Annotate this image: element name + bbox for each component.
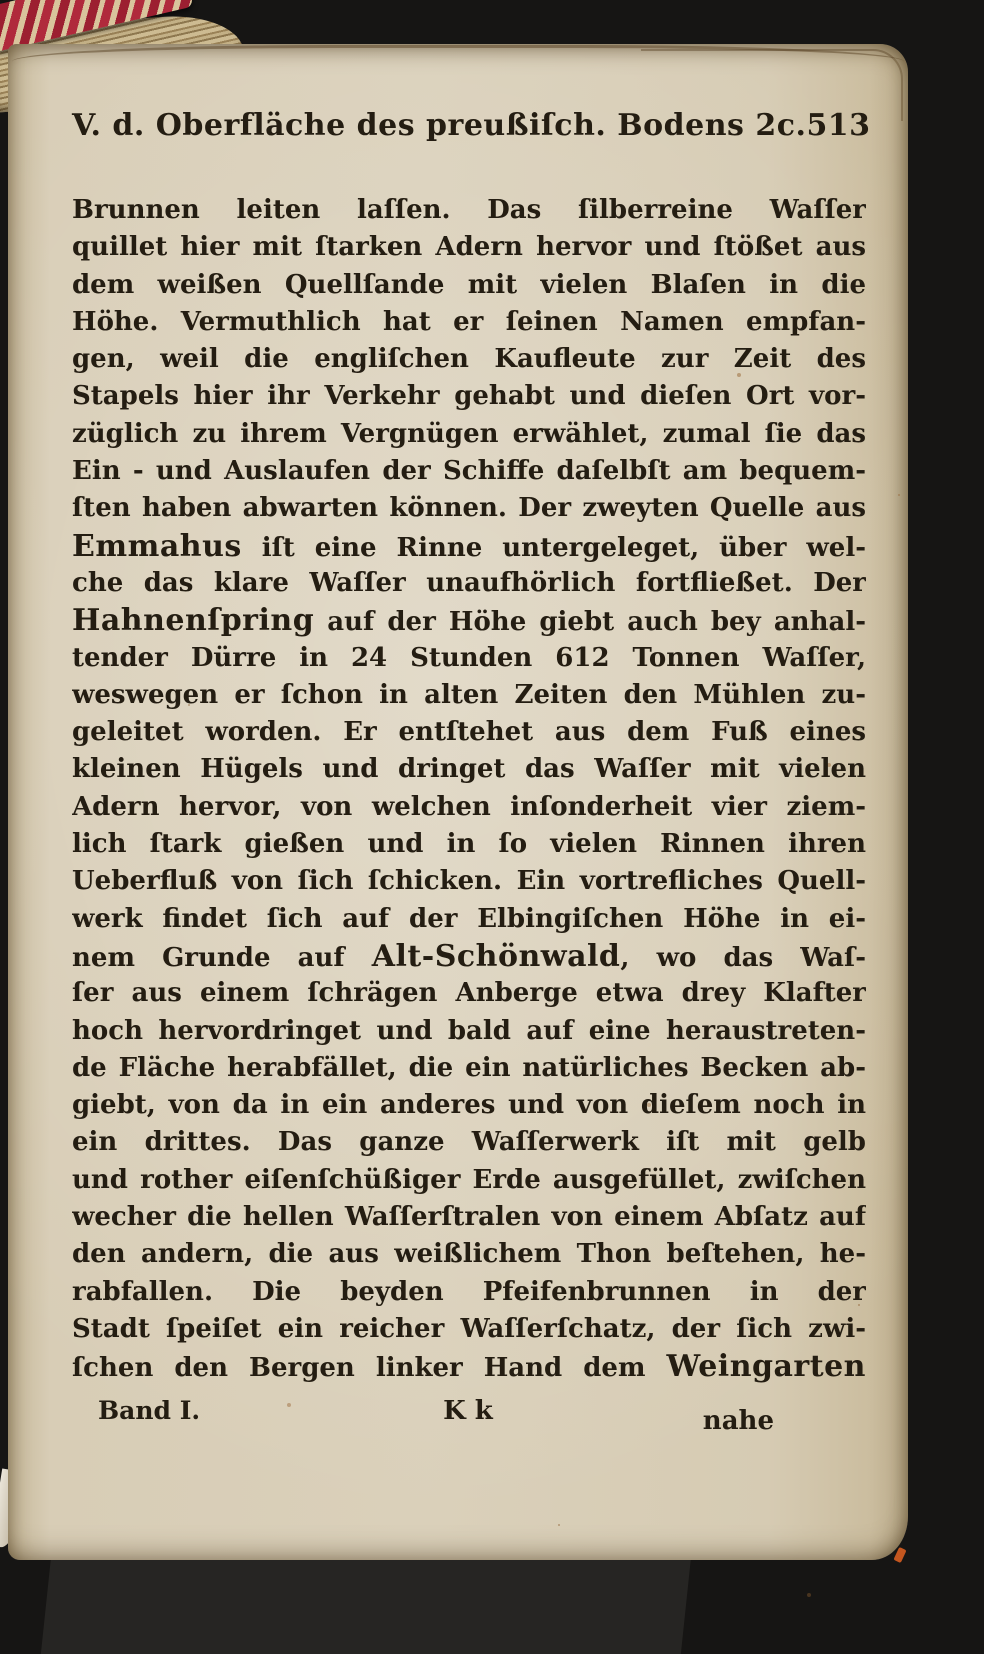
text-line: ein drittes. Das ganze Waſſerwerk iſt mit gelb: [72, 1127, 866, 1158]
text-line: nem Grunde auf Alt-Schönwald, wo das Waſ-: [72, 938, 866, 974]
page-number: 513: [806, 108, 871, 143]
text-line: gen, weil die engliſchen Kaufleute zur Zeit des: [72, 344, 866, 375]
text-line: ſten haben abwarten können. Der zweyten Quelle aus: [72, 493, 866, 524]
volume-label: Band I.: [98, 1396, 201, 1425]
signature-mark: K k: [443, 1396, 493, 1426]
text-line: und rother eiſenſchüßiger Erde ausgefüllet, zwiſchen: [72, 1164, 866, 1195]
emphasized-word: Hahnenſpring: [72, 603, 315, 639]
text-line: giebt, von da in ein anderes und von dieſem noch in: [72, 1090, 866, 1121]
text-line: ſer aus einem ſchrägen Anberge etwa drey Klafter: [72, 978, 866, 1009]
book-page: [8, 44, 908, 1560]
text-line: Stadt ſpeiſet ein reicher Waſſerſchatz, der ſich zwi-: [72, 1313, 866, 1344]
text-line: weswegen er ſchon in alten Zeiten den Mühlen zu-: [72, 679, 866, 710]
text-line: geleitet worden. Er entſtehet aus dem Fuß eines: [72, 717, 866, 748]
text-line: wecher die hellen Waſſerſtralen von einem Abſatz auf: [72, 1202, 866, 1233]
emphasized-word: Weingarten: [666, 1349, 866, 1385]
text-line: Stapels hier ihr Verkehr gehabt und dieſen Ort vor-: [72, 381, 866, 412]
text-line: züglich zu ihrem Vergnügen erwählet, zumal ſie das: [72, 418, 866, 449]
text-line: Adern hervor, von welchen inſonderheit vier ziem-: [72, 791, 866, 822]
text-line: Höhe. Vermuthlich hat er ſeinen Namen empfan-: [72, 306, 866, 337]
text-line: Hahnenſpring auf der Höhe giebt auch bey anhal-: [72, 603, 866, 639]
text-line: che das klare Waſſer unaufhörlich fortfließet. Der: [72, 567, 866, 598]
text-line: quillet hier mit ſtarken Adern hervor und ſtößet aus: [72, 232, 866, 263]
text-line: hoch hervordringet und bald auf eine heraustreten-: [72, 1015, 866, 1046]
text-line: kleinen Hügels und dringet das Waſſer mit vielen: [72, 754, 866, 785]
running-head: [72, 108, 871, 143]
page-footer: [72, 1396, 864, 1436]
text-line: den andern, die aus weißlichem Thon beſtehen, he-: [72, 1239, 866, 1270]
body-text: [72, 192, 866, 1386]
text-line: dem weißen Quellſande mit vielen Blaſen in die: [72, 269, 866, 300]
text-line: lich ſtark gießen und in ſo vielen Rinnen ihren: [72, 829, 866, 860]
text-line: tender Dürre in 24 Stunden 612 Tonnen Waſſer,: [72, 642, 866, 673]
running-head-title: V. d. Oberfläche des preußiſch. Bodens 2c.: [72, 108, 807, 143]
text-line: Emmahus iſt eine Rinne untergeleget, über wel-: [72, 528, 866, 564]
text-line: ſchen den Bergen linker Hand dem Weingarten: [72, 1349, 866, 1385]
emphasized-word: Alt-Schönwald: [371, 938, 621, 974]
text-line: werk findet ſich auf der Elbingiſchen Höhe in ei-: [72, 903, 866, 934]
text-line: Ein - und Auslaufen der Schiffe daſelbſt am bequem-: [72, 456, 866, 487]
text-line: de Fläche herabfället, die ein natürliches Becken ab-: [72, 1052, 866, 1083]
catchword: nahe: [702, 1406, 774, 1436]
book-board-shadow: [41, 1556, 691, 1654]
emphasized-word: Emmahus: [72, 528, 242, 564]
text-line: rabfallen. Die beyden Pfeifenbrunnen in der: [72, 1276, 866, 1307]
text-line: Brunnen leiten laſſen. Das ſilberreine Waſſer: [72, 195, 866, 225]
text-line: Ueberfluß von ſich ſchicken. Ein vortrefliches Quell-: [72, 866, 866, 897]
